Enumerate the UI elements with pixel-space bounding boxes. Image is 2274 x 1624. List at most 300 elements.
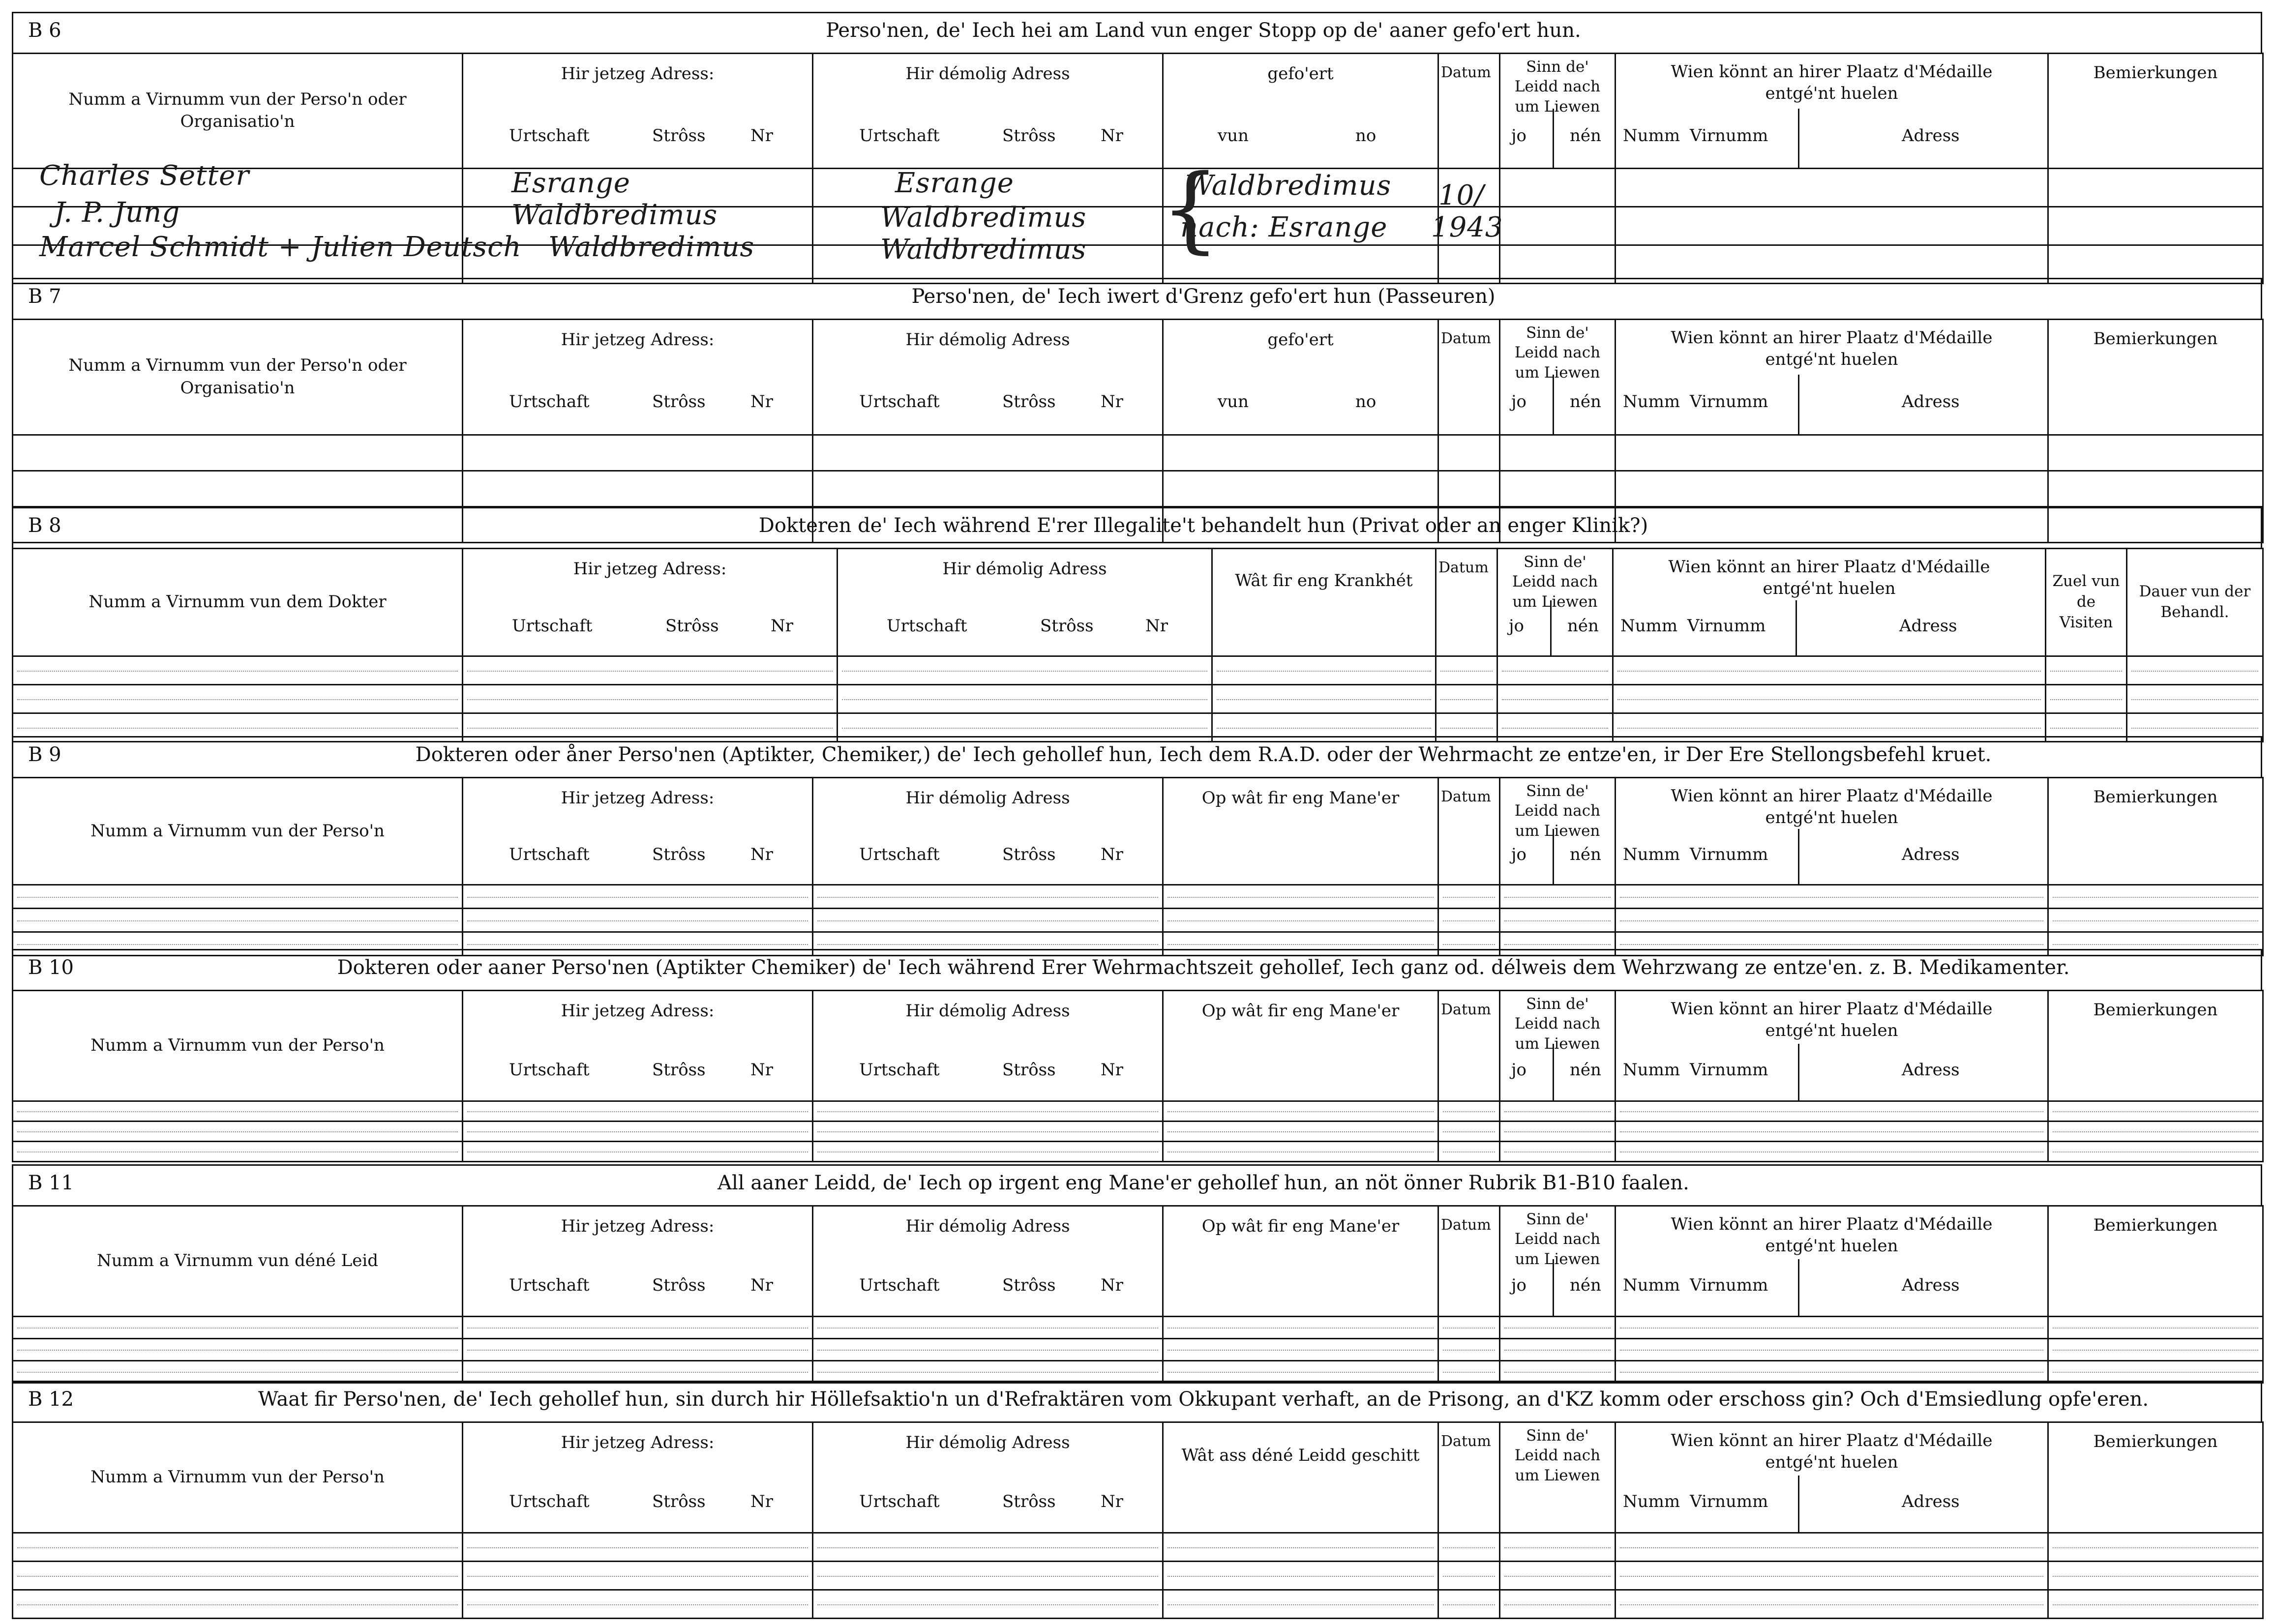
virnumm-label: Virnumm — [1690, 392, 1768, 412]
dotted-line — [817, 920, 1158, 921]
entry-cell[interactable] — [813, 1361, 1163, 1383]
entry-cell[interactable] — [13, 1122, 463, 1142]
numm-label: Numm — [1623, 1275, 1680, 1295]
entry-cell[interactable] — [813, 1122, 1163, 1142]
section-code: B 8 — [28, 514, 61, 537]
alive-header — [1497, 549, 1613, 656]
duration-label: Dauer vun der Behandl. — [2139, 583, 2251, 621]
dotted-line — [1504, 1372, 1611, 1373]
datum-header — [1438, 320, 1500, 435]
dotted-line — [1504, 920, 1611, 921]
transported-label: gefo'ert — [1267, 64, 1334, 84]
entry-cell[interactable] — [813, 885, 1163, 909]
adress-label: Adress — [1902, 1060, 1960, 1080]
entry-cell[interactable] — [1616, 1142, 2048, 1162]
dotted-line — [17, 1111, 458, 1112]
adress-label: Adress — [1902, 126, 1960, 146]
entry-cell[interactable] — [1438, 471, 1500, 507]
nr-label: Nr — [1145, 616, 1168, 636]
dotted-line — [2053, 897, 2258, 898]
dotted-line — [1620, 1131, 2043, 1132]
dotted-line — [17, 944, 458, 945]
virnumm-label: Virnumm — [1687, 616, 1766, 636]
medal-label: Wien könnt an hirer Plaatz d'Médaille entgé'nt huelen — [1671, 1431, 1993, 1473]
current-address-label: Hir jetzeg Adress: — [561, 1001, 715, 1021]
entry-cell[interactable] — [13, 885, 463, 909]
old-address-header — [813, 1422, 1163, 1533]
entry-row — [13, 1562, 2263, 1590]
entry-cell[interactable] — [1616, 1533, 2048, 1562]
entry-cell[interactable] — [13, 1361, 463, 1383]
entry-cell[interactable] — [2048, 1317, 2263, 1339]
dotted-line — [2053, 1111, 2258, 1112]
current-address-label: Hir jetzeg Adress: — [561, 788, 715, 808]
entry-cell[interactable] — [2046, 685, 2127, 713]
datum-header — [1438, 991, 1500, 1101]
entry-cell[interactable] — [1163, 1590, 1438, 1619]
current-address-label: Hir jetzeg Adress: — [573, 559, 727, 579]
entry-cell[interactable] — [13, 656, 463, 685]
handwritten-from: Waldbredimus — [1185, 170, 1392, 202]
entry-cell[interactable] — [813, 1101, 1163, 1122]
entry-cell[interactable] — [838, 656, 1212, 685]
alive-header — [1500, 320, 1616, 435]
numm-label: Numm — [1623, 126, 1680, 146]
entry-cell[interactable] — [13, 471, 463, 507]
header-row — [13, 54, 2263, 169]
entry-cell[interactable] — [1616, 909, 2048, 932]
dotted-line — [2050, 699, 2122, 700]
transported-label: gefo'ert — [1267, 330, 1334, 350]
entry-cell[interactable] — [2127, 656, 2263, 685]
entry-cell[interactable] — [1438, 909, 1500, 932]
dotted-line — [842, 671, 1207, 672]
entry-cell[interactable] — [463, 471, 813, 507]
entry-cell[interactable] — [13, 1533, 463, 1562]
entry-cell[interactable] — [2048, 1562, 2263, 1590]
entry-row — [13, 1533, 2263, 1562]
entry-cell[interactable] — [13, 1142, 463, 1162]
entry-cell[interactable] — [13, 1101, 463, 1122]
alive-label: Sinn de' Leidd nach um Liewen — [1514, 1211, 1601, 1268]
col4-label: Op wât fir eng Mane'er — [1201, 1216, 1400, 1236]
nr-label: Nr — [750, 1492, 774, 1511]
entry-cell[interactable] — [13, 1590, 463, 1619]
section-b10-table — [12, 990, 2264, 1162]
entry-cell[interactable] — [1163, 435, 1438, 471]
entry-cell[interactable] — [13, 685, 463, 713]
entry-cell[interactable] — [1438, 435, 1500, 471]
dotted-line — [17, 1350, 458, 1351]
current-address-header — [463, 1206, 813, 1317]
dotted-line — [1167, 1372, 1434, 1373]
dotted-line — [2050, 671, 2122, 672]
no-label: nén — [1570, 392, 1601, 412]
entry-cell[interactable] — [463, 1339, 813, 1361]
entry-cell[interactable] — [2048, 1339, 2263, 1361]
dotted-line — [17, 920, 458, 921]
dotted-line — [467, 728, 833, 729]
entry-row — [13, 169, 2263, 207]
nr-label: Nr — [1101, 1275, 1124, 1295]
entry-cell[interactable] — [1436, 656, 1497, 685]
entry-cell[interactable] — [813, 1317, 1163, 1339]
dotted-line — [17, 728, 458, 729]
entry-cell[interactable] — [813, 909, 1163, 932]
entry-cell[interactable] — [1500, 1142, 1616, 1162]
entry-cell[interactable] — [1500, 885, 1616, 909]
dotted-line — [1167, 897, 1434, 898]
entry-cell[interactable] — [1616, 1122, 2048, 1142]
dotted-line — [1504, 1328, 1611, 1329]
entry-row — [13, 656, 2263, 685]
entry-row — [13, 1317, 2263, 1339]
entry-cell[interactable] — [1438, 1590, 1500, 1619]
entry-cell[interactable] — [1438, 1101, 1500, 1122]
entry-cell[interactable] — [1500, 1533, 1616, 1562]
old-address-header — [813, 778, 1163, 885]
dotted-line — [1167, 1350, 1434, 1351]
dotted-line — [467, 920, 808, 921]
entry-cell[interactable] — [813, 1562, 1163, 1590]
virnumm-label: Virnumm — [1690, 1060, 1768, 1080]
entry-cell[interactable] — [2048, 435, 2263, 471]
stross-label: Strôss — [652, 1060, 706, 1080]
col4-header — [1163, 991, 1438, 1101]
yes-label: jo — [1511, 1275, 1527, 1295]
name-header — [13, 549, 463, 656]
entry-cell[interactable] — [1616, 207, 2048, 245]
nr-label: Nr — [750, 1275, 774, 1295]
header-row — [13, 991, 2263, 1101]
dotted-line — [1504, 1576, 1611, 1577]
entry-cell[interactable] — [2048, 207, 2263, 245]
handwritten-date-2: 1943 — [1431, 211, 1503, 243]
entry-cell[interactable] — [463, 1562, 813, 1590]
dotted-line — [817, 1350, 1158, 1351]
entry-cell[interactable] — [1163, 1122, 1438, 1142]
nr-label: Nr — [750, 392, 774, 412]
entry-cell[interactable] — [1616, 1317, 2048, 1339]
name-header — [13, 1422, 463, 1533]
col4-header — [1163, 54, 1438, 169]
dotted-line — [1504, 1547, 1611, 1548]
name-label: Numm a Virnumm vun der Perso'n — [90, 1467, 385, 1487]
col4-header — [1163, 1422, 1438, 1533]
current-address-header — [463, 54, 813, 169]
stross-label: Strôss — [1040, 616, 1094, 636]
adress-label: Adress — [1902, 1275, 1960, 1295]
entry-cell[interactable] — [463, 1361, 813, 1383]
entry-cell[interactable] — [463, 656, 838, 685]
datum-label: Datum — [1441, 1001, 1491, 1018]
entry-cell[interactable] — [2048, 1590, 2263, 1619]
entry-cell[interactable] — [1438, 885, 1500, 909]
entry-cell[interactable] — [1163, 909, 1438, 932]
entry-cell[interactable] — [1500, 207, 1616, 245]
urtschaft-label: Urtschaft — [859, 845, 940, 864]
medal-label: Wien könnt an hirer Plaatz d'Médaille entgé'nt huelen — [1671, 328, 1993, 370]
handwritten-cur-address-1: Esrange — [511, 167, 630, 199]
dotted-line — [1167, 944, 1434, 945]
virnumm-label: Virnumm — [1690, 126, 1768, 146]
entry-cell[interactable] — [2048, 1122, 2263, 1142]
entry-cell[interactable] — [1500, 1122, 1616, 1142]
current-address-label: Hir jetzeg Adress: — [561, 1433, 715, 1452]
dotted-line — [2131, 671, 2258, 672]
entry-cell[interactable] — [13, 1562, 463, 1590]
dotted-line — [1620, 1328, 2043, 1329]
dotted-line — [17, 1604, 458, 1605]
entry-cell[interactable] — [1438, 1361, 1500, 1383]
entry-cell[interactable] — [463, 1590, 813, 1619]
entry-cell[interactable] — [1616, 435, 2048, 471]
dotted-line — [2053, 1576, 2258, 1577]
section-b11-header — [12, 1164, 2262, 1207]
entry-cell[interactable] — [1212, 656, 1436, 685]
dotted-line — [1620, 944, 2043, 945]
entry-cell[interactable] — [463, 1142, 813, 1162]
entry-cell[interactable] — [1500, 1339, 1616, 1361]
entry-cell[interactable] — [2048, 169, 2263, 207]
current-address-header — [463, 320, 813, 435]
handwritten-name-1: Charles Setter — [39, 160, 250, 192]
entry-cell[interactable] — [1163, 1142, 1438, 1162]
numm-label: Numm — [1623, 392, 1680, 412]
entry-row — [13, 1339, 2263, 1361]
alive-header — [1500, 991, 1616, 1101]
remarks-header — [2048, 1206, 2263, 1317]
yes-label: jo — [1511, 392, 1527, 412]
dotted-line — [1443, 944, 1495, 945]
entry-cell[interactable] — [1500, 471, 1616, 507]
datum-header — [1438, 1206, 1500, 1317]
visits-label: Zuel vun de Visiten — [2052, 572, 2120, 631]
entry-cell[interactable] — [1500, 1562, 1616, 1590]
dotted-line — [1443, 1547, 1495, 1548]
entry-cell[interactable] — [1616, 1339, 2048, 1361]
entry-cell[interactable] — [1616, 471, 2048, 507]
dotted-line — [2053, 1131, 2258, 1132]
urtschaft-label: Urtschaft — [509, 845, 590, 864]
alive-label: Sinn de' Leidd nach um Liewen — [1514, 995, 1601, 1053]
entry-cell[interactable] — [813, 1142, 1163, 1162]
header-row — [13, 1206, 2263, 1317]
datum-label: Datum — [1438, 559, 1489, 576]
dotted-line — [842, 699, 1207, 700]
nr-label: Nr — [1101, 126, 1124, 146]
entry-cell[interactable] — [2048, 885, 2263, 909]
entry-cell[interactable] — [1438, 1142, 1500, 1162]
entry-cell[interactable] — [1163, 885, 1438, 909]
section-b8-header — [12, 507, 2262, 549]
entry-cell[interactable] — [1438, 1533, 1500, 1562]
dotted-line — [1443, 1131, 1495, 1132]
entry-cell[interactable] — [1616, 885, 2048, 909]
entry-cell[interactable] — [1163, 1533, 1438, 1562]
numm-label: Numm — [1623, 1060, 1680, 1080]
entry-cell[interactable] — [2048, 1101, 2263, 1122]
entry-cell[interactable] — [463, 1317, 813, 1339]
dotted-line — [1167, 1576, 1434, 1577]
dotted-line — [1443, 1328, 1495, 1329]
entry-cell[interactable] — [813, 1339, 1163, 1361]
dotted-line — [17, 1372, 458, 1373]
datum-label: Datum — [1441, 1433, 1491, 1450]
entry-cell[interactable] — [1163, 1562, 1438, 1590]
dotted-line — [1167, 920, 1434, 921]
no-label: nén — [1570, 1275, 1601, 1295]
dotted-line — [1440, 728, 1493, 729]
entry-cell[interactable] — [1500, 909, 1616, 932]
remarks-label: Bemierkungen — [2093, 1432, 2218, 1451]
dotted-line — [1167, 1547, 1434, 1548]
entry-row — [13, 1590, 2263, 1619]
section-b12-header — [12, 1381, 2262, 1423]
dotted-line — [467, 1547, 808, 1548]
dotted-line — [467, 671, 833, 672]
entry-cell[interactable] — [1500, 1317, 1616, 1339]
stross-label: Strôss — [652, 392, 706, 412]
section-b11-table — [12, 1205, 2264, 1384]
entry-cell[interactable] — [1163, 1339, 1438, 1361]
no-label: nén — [1570, 845, 1601, 864]
entry-cell[interactable] — [463, 1533, 813, 1562]
entry-cell[interactable] — [13, 435, 463, 471]
header-row — [13, 320, 2263, 435]
entry-cell[interactable] — [1438, 1339, 1500, 1361]
entry-cell[interactable] — [838, 685, 1212, 713]
entry-cell[interactable] — [1163, 1101, 1438, 1122]
entry-cell[interactable] — [13, 1317, 463, 1339]
current-address-label: Hir jetzeg Adress: — [561, 330, 715, 350]
entry-cell[interactable] — [1500, 435, 1616, 471]
remarks-header — [2048, 1422, 2263, 1533]
entry-cell[interactable] — [813, 471, 1163, 507]
adress-label: Adress — [1902, 392, 1960, 412]
alive-divider — [1553, 1259, 1554, 1316]
entry-cell[interactable] — [1616, 169, 2048, 207]
medal-divider — [1798, 109, 1799, 168]
entry-row — [13, 1122, 2263, 1142]
entry-cell[interactable] — [1438, 1317, 1500, 1339]
entry-cell[interactable] — [2048, 471, 2263, 507]
stross-label: Strôss — [665, 616, 719, 636]
dotted-line — [1443, 1576, 1495, 1577]
dotted-line — [1504, 1111, 1611, 1112]
dotted-line — [1504, 1350, 1611, 1351]
nr-label: Nr — [771, 616, 794, 636]
dotted-line — [467, 1350, 808, 1351]
dotted-line — [2053, 944, 2258, 945]
entry-cell[interactable] — [1616, 1101, 2048, 1122]
old-address-header — [813, 320, 1163, 435]
entry-cell[interactable] — [1163, 1317, 1438, 1339]
to-label: no — [1355, 392, 1376, 412]
old-address-label: Hir démolig Adress — [905, 330, 1070, 350]
entry-cell[interactable] — [2046, 656, 2127, 685]
datum-label: Datum — [1441, 788, 1491, 805]
alive-label: Sinn de' Leidd nach um Liewen — [1514, 782, 1601, 840]
medal-header — [1616, 778, 2048, 885]
old-address-header — [813, 54, 1163, 169]
entry-cell[interactable] — [813, 435, 1163, 471]
entry-cell[interactable] — [13, 909, 463, 932]
entry-cell[interactable] — [463, 909, 813, 932]
dotted-line — [1617, 671, 2041, 672]
header-row — [13, 1422, 2263, 1533]
name-label: Numm a Virnumm vun der Perso'n oder Organisatio'n — [68, 89, 407, 132]
dotted-line — [467, 699, 833, 700]
entry-cell[interactable] — [1163, 471, 1438, 507]
entry-cell[interactable] — [813, 1533, 1163, 1562]
entry-cell[interactable] — [1616, 1562, 2048, 1590]
section-title: Dokteren oder aaner Perso'nen (Aptikter Chemiker) de' Iech während Erer Wehrmachtszeit gehollef, Iech ganz od. délweis dem Wehrzwang ze entze'en. z. B. Medikamenter. — [337, 956, 2070, 979]
section-title: Perso'nen, de' Iech hei am Land vun enger Stopp op de' aaner gefo'ert hun. — [826, 19, 1581, 42]
current-address-header — [463, 991, 813, 1101]
old-address-label: Hir démolig Adress — [905, 788, 1070, 808]
entry-cell[interactable] — [463, 685, 838, 713]
entry-cell[interactable] — [1438, 1122, 1500, 1142]
handwritten-old-address-1: Esrange — [895, 167, 1014, 199]
entry-cell[interactable] — [1613, 685, 2046, 713]
col4-header — [1163, 320, 1438, 435]
entry-cell[interactable] — [1497, 656, 1613, 685]
medal-header — [1616, 54, 2048, 169]
entry-cell[interactable] — [463, 1101, 813, 1122]
col4-header — [1212, 549, 1436, 656]
dotted-line — [2053, 1547, 2258, 1548]
entry-cell[interactable] — [1436, 685, 1497, 713]
adress-label: Adress — [1902, 845, 1960, 864]
medal-divider — [1798, 1044, 1799, 1100]
remarks-label: Bemierkungen — [2093, 1000, 2218, 1020]
name-header — [13, 54, 463, 169]
entry-cell[interactable] — [463, 1122, 813, 1142]
entry-cell[interactable] — [1616, 1361, 2048, 1383]
entry-cell[interactable] — [463, 885, 813, 909]
col4-header — [1163, 778, 1438, 885]
entry-cell[interactable] — [1497, 685, 1613, 713]
entry-cell[interactable] — [463, 435, 813, 471]
entry-cell[interactable] — [1500, 1361, 1616, 1383]
entry-cell[interactable] — [13, 1339, 463, 1361]
entry-cell[interactable] — [1500, 1590, 1616, 1619]
section-title: Dokteren de' Iech während E'rer Illegalite't behandelt hun (Privat oder an enger Klinik?) — [758, 514, 1648, 537]
dotted-line — [2053, 1372, 2258, 1373]
entry-cell[interactable] — [1212, 685, 1436, 713]
medal-divider — [1798, 1259, 1799, 1316]
section-title: Dokteren oder åner Perso'nen (Aptikter, Chemiker,) de' Iech gehollef hun, Iech dem R.A.D. oder der Wehrmacht ze entze'en, ir Der Ere Stellongsbefehl kruet. — [415, 743, 1992, 766]
entry-cell[interactable] — [2048, 1533, 2263, 1562]
dotted-line — [467, 944, 808, 945]
dotted-line — [1217, 728, 1431, 729]
yes-label: jo — [1511, 1060, 1527, 1080]
entry-cell[interactable] — [2048, 1361, 2263, 1383]
entry-cell[interactable] — [1500, 169, 1616, 207]
entry-cell[interactable] — [2048, 1142, 2263, 1162]
dotted-line — [467, 897, 808, 898]
entry-cell[interactable] — [1438, 1562, 1500, 1590]
entry-cell[interactable] — [1616, 1590, 2048, 1619]
entry-cell[interactable] — [1163, 1361, 1438, 1383]
entry-cell[interactable] — [813, 1590, 1163, 1619]
entry-cell[interactable] — [1500, 1101, 1616, 1122]
entry-cell[interactable] — [2048, 909, 2263, 932]
entry-cell[interactable] — [2127, 685, 2263, 713]
entry-cell[interactable] — [1613, 656, 2046, 685]
name-label: Numm a Virnumm vun dem Dokter — [89, 592, 387, 612]
